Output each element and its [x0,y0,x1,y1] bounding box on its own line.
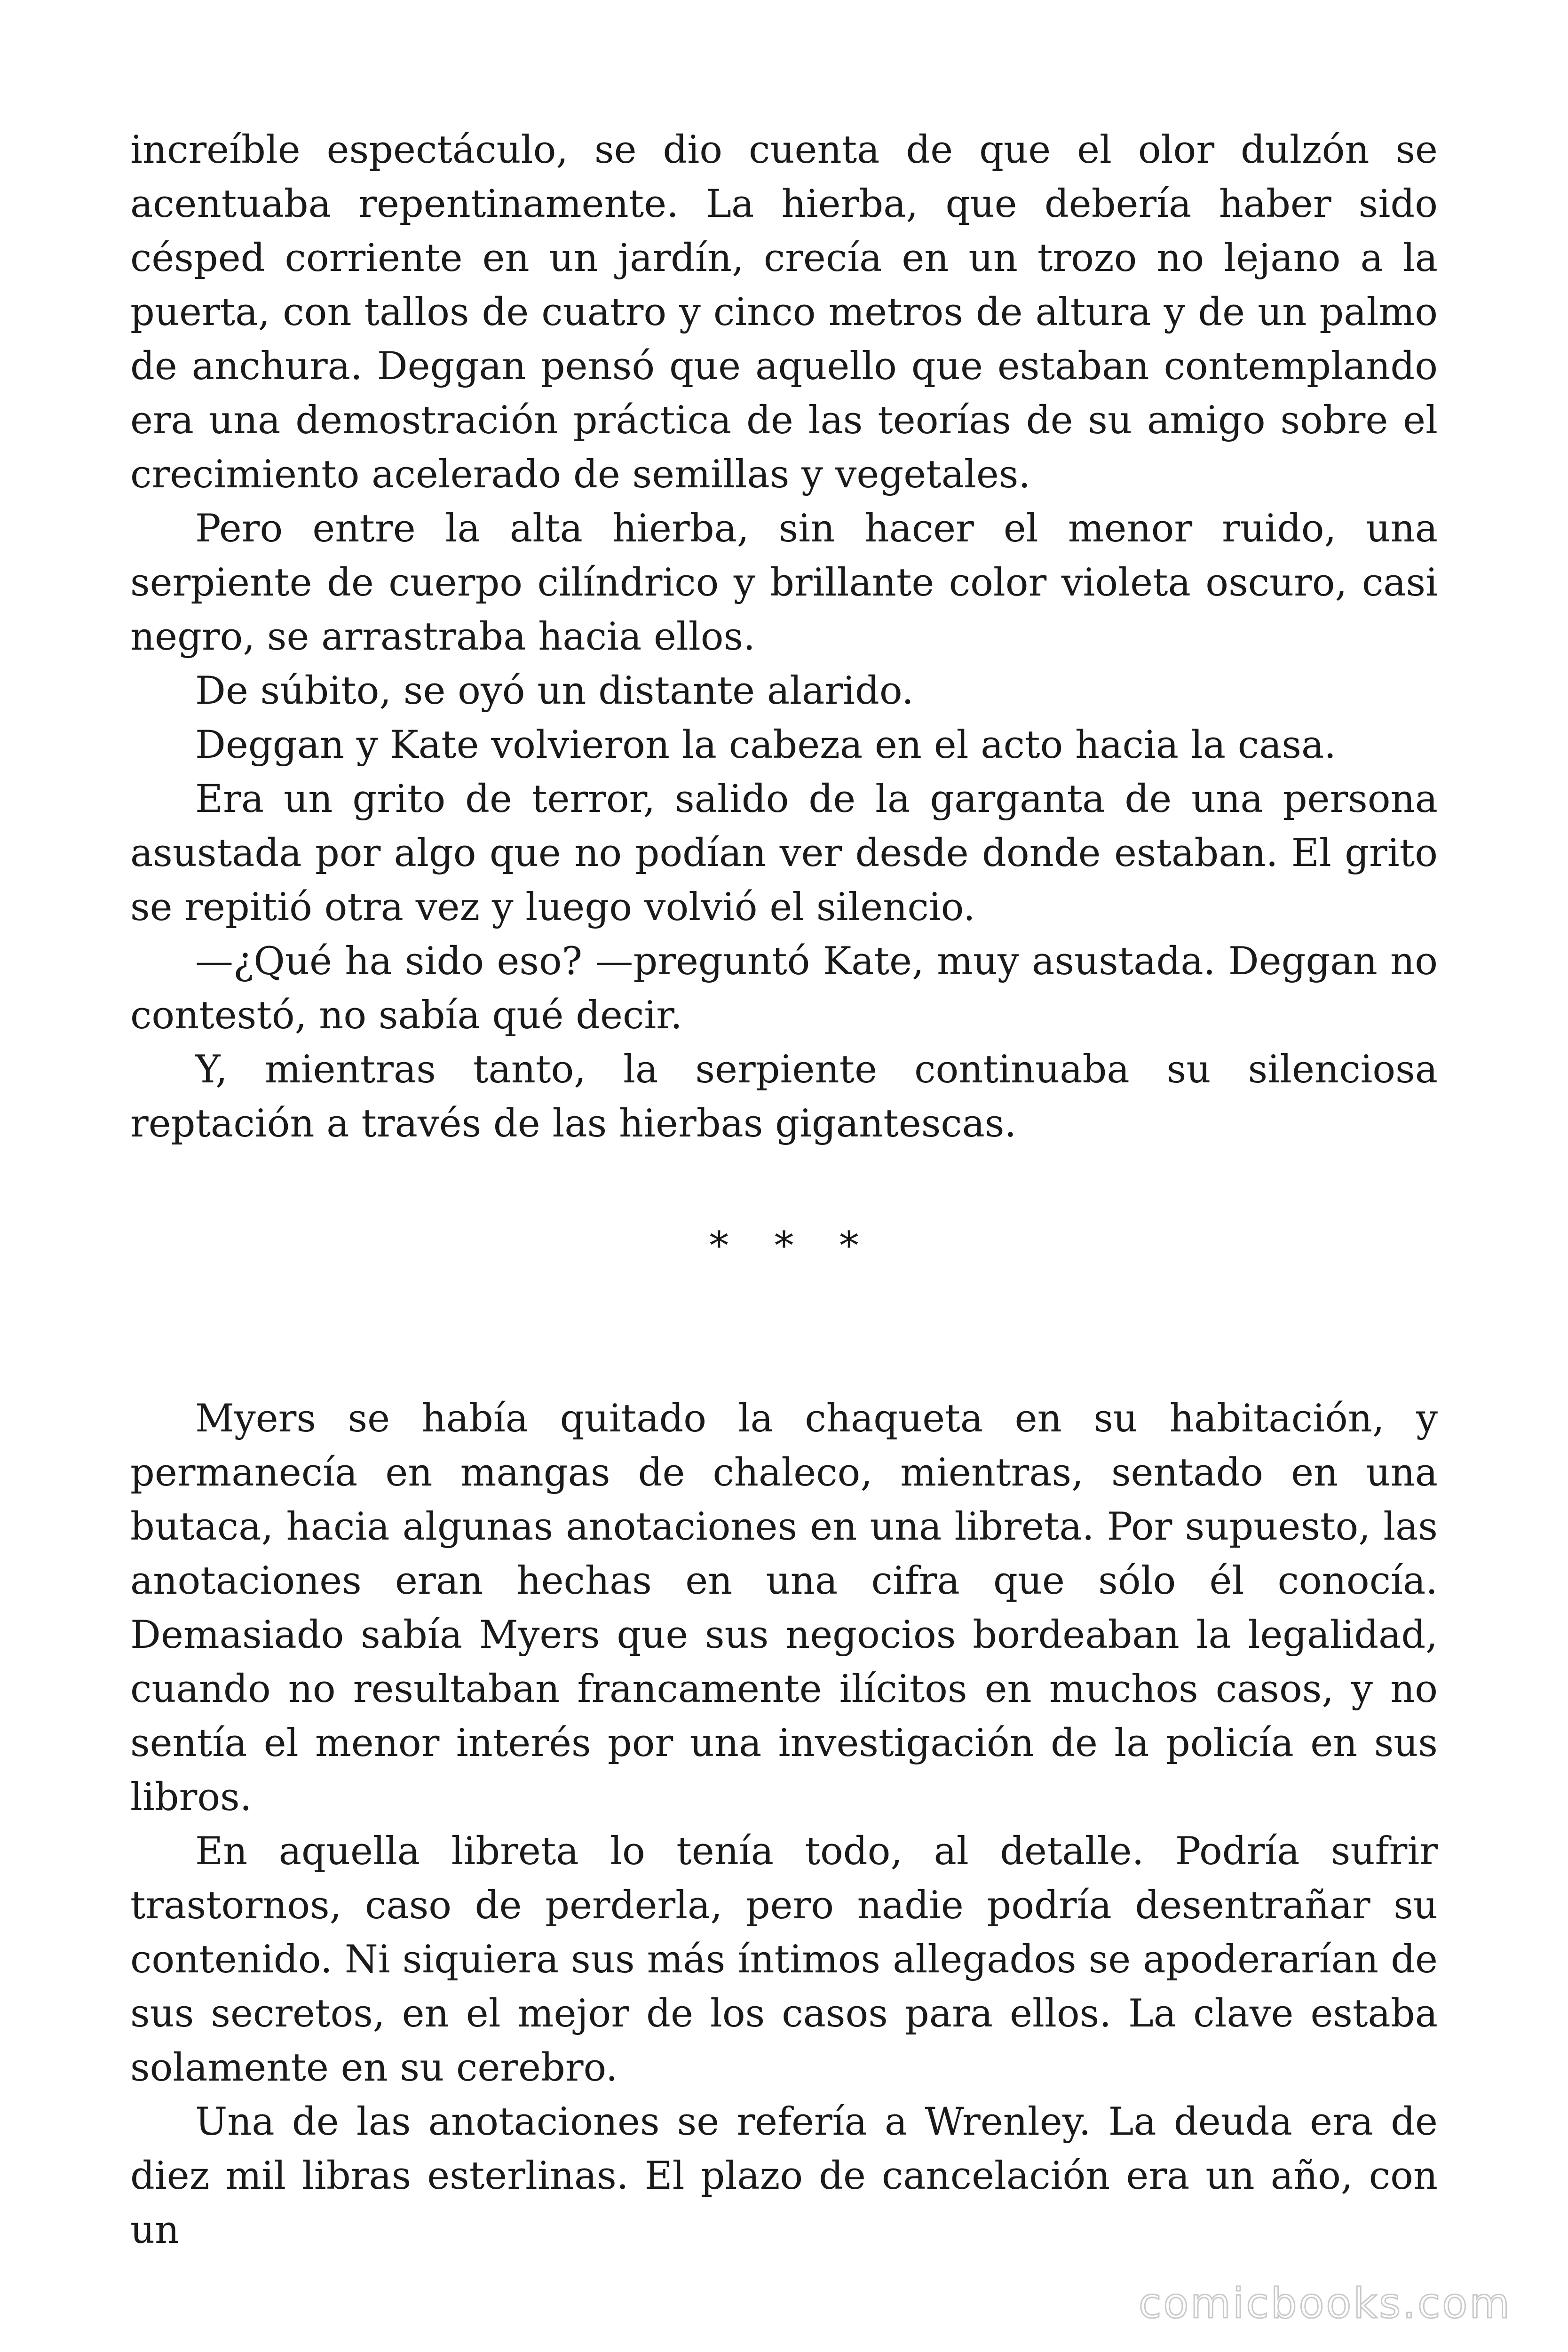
page-body [130,123,1438,2257]
paragraph: Myers se había quitado la chaqueta en su habitación, y permanecía en mangas de chaleco, mientras, sentado en una butaca, hacia algunas anotaciones en una libreta. Por supuesto, las anotaciones eran hechas en una cifra que sólo él conocía. Demasiado sabía Myers que sus negocios bordeaban la legalidad, cuando no resultaban francamente ilícitos en muchos casos, y no sentía el menor interés por una investigación de la policía en sus libros. [130,1397,1438,1820]
paragraph: Y, mientras tanto, la serpiente continuaba su silenciosa reptación a través de las hierbas gigantescas. [130,1048,1438,1146]
paragraph-dialogue: —¿Qué ha sido eso? —preguntó Kate, muy asustada. Deggan no contestó, no sabía qué decir. [130,939,1438,1038]
watermark: comicbooks.com [1138,2279,1512,2328]
section-separator: * * * [709,1224,876,1268]
paragraph: De súbito, se oyó un distante alarido. [195,669,914,713]
paragraph-continuation: increíble espectáculo, se dio cuenta de que el olor dulzón se acentuaba repentinamente. La hierba, que debería haber sido césped corriente en un jardín, crecía en un trozo no lejano a la puerta, con tallos de cuatro y cinco metros de altura y de un palmo de anchura. Deggan pensó que aquello que estaban contemplando era una demostración práctica de las teorías de su amigo sobre el crecimiento acelerado de semillas y vegetales. [130,128,1438,497]
paragraph: En aquella libreta lo tenía todo, al detalle. Podría sufrir trastornos, caso de perderla, pero nadie podría desentrañar su contenido. Ni siquiera sus más íntimos allegados se apoderarían de sus secretos, en el mejor de los casos para ellos. La clave estaba solamente en su cerebro. [130,1829,1438,2090]
paragraph: Deggan y Kate volvieron la cabeza en el acto hacia la casa. [195,723,1337,767]
paragraph: Pero entre la alta hierba, sin hacer el menor ruido, una serpiente de cuerpo cilíndrico y brillante color violeta oscuro, casi negro, se arrastraba hacia ellos. [130,507,1438,659]
paragraph-truncated: Una de las anotaciones se refería a Wrenley. La deuda era de diez mil libras esterlinas. El plazo de cancelación era un año, con un [130,2100,1438,2252]
paragraph: Era un grito de terror, salido de la garganta de una persona asustada por algo que no podían ver desde donde estaban. El grito se repitió otra vez y luego volvió el silencio. [130,777,1438,930]
